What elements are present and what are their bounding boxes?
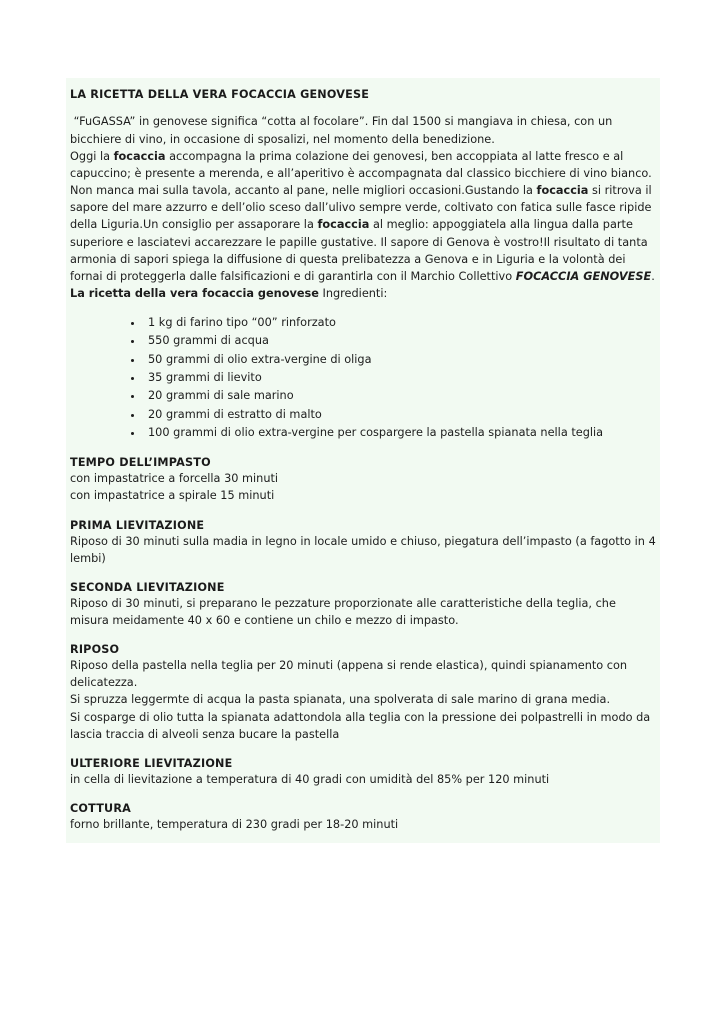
- section-line: in cella di lievitazione a temperatura di 40 gradi con umidità del 85% per 120 minuti: [70, 772, 550, 786]
- section-content: [70, 533, 656, 567]
- marchio-collettivo-label: FOCACCIA GENOVESE: [515, 269, 652, 283]
- focaccia-bold-1: focaccia: [113, 149, 166, 163]
- section-line: Riposo di 30 minuti sulla madia in legno in locale umido e chiuso, piegatura dell’impasto (a fagotto in 4 lembi): [70, 534, 656, 565]
- section-line: Riposo della pastella nella teglia per 20 minuti (appena si rende elastica), quindi spianamento con delicatezza.: [70, 659, 628, 690]
- section-content: [70, 816, 656, 833]
- main-paragraph: [70, 148, 656, 285]
- recipe-lead-rest: Ingredienti:: [318, 287, 388, 300]
- section-content: [70, 470, 656, 504]
- section-heading: RIPOSO: [70, 643, 120, 657]
- paragraph-part-2: accompagna la prima colazione dei genovesi, ben accoppiata al latte fresco e al capuccino; è presente a merenda, e all’aperitivo è accompagnata dal classico bicchiere di vino bianco. Non manca mai sulla tavola, accanto al pane, nelle migliori occasioni.Gustando la: [70, 149, 652, 198]
- section-line: Riposo di 30 minuti, si preparano le pezzature proporzionate alle caratteristiche della teglia, che misura meidamente 40 x 60 e contiene un chilo e mezzo di impasto.: [70, 596, 616, 628]
- focaccia-bold-3: focaccia: [317, 218, 370, 232]
- list-item: • 50 grammi di olio extra-vergine di oliga: [144, 351, 656, 369]
- section-prima-lievitazione: [70, 519, 656, 567]
- section-heading: PRIMA LIEVITAZIONE: [70, 518, 205, 532]
- section-heading: ULTERIORE LIEVITAZIONE: [70, 756, 233, 770]
- section-content: [70, 771, 656, 788]
- document-title: LA RICETTA DELLA VERA FOCACCIA GENOVESE: [70, 88, 370, 101]
- section-riposo: [70, 643, 656, 743]
- list-item: • 550 grammi di acqua: [144, 332, 656, 350]
- section-line: con impastatrice a spirale 15 minuti: [70, 489, 275, 503]
- list-item: • 100 grammi di olio extra-vergine per cospargere la pastella spianata nella teglia: [144, 424, 656, 442]
- section-content: [70, 595, 656, 629]
- section-heading: SECONDA LIEVITAZIONE: [70, 580, 225, 594]
- list-item: • 20 grammi di estratto di malto: [144, 406, 656, 424]
- list-item: • 1 kg di farino tipo “00” rinforzato: [144, 314, 656, 332]
- section-line: Si spruzza leggermte di acqua la pasta spianata, una spolverata di sale marino di grana media.: [70, 693, 611, 707]
- section-line: forno brillante, temperatura di 230 gradi per 18-20 minuti: [70, 818, 399, 832]
- intro-paragraph: [70, 113, 656, 147]
- paragraph-part-3: si ritrova il sapore del mare azzurro e dell’olio sceso dall’ulivo sempre verde, coltivato con fatica sulle fasce ripide della Liguria.Un consiglio per assaporare la: [70, 184, 652, 232]
- ingredients-list: [70, 314, 656, 442]
- list-item: • 35 grammi di lievito: [144, 369, 656, 387]
- section-ulteriore-lievitazione: [70, 757, 656, 788]
- section-line: con impastatrice a forcella 30 minuti: [70, 472, 279, 486]
- section-cottura: [70, 802, 656, 833]
- focaccia-bold-2: focaccia: [536, 184, 589, 198]
- document-body: [66, 78, 660, 843]
- recipe-lead-line: [70, 285, 656, 302]
- recipe-lead-bold: La ricetta della vera focaccia genovese: [70, 287, 319, 300]
- list-item: • 20 grammi di sale marino: [144, 387, 656, 405]
- intro-text: “FuGASSA” in genovese significa “cotta al focolare”. Fin dal 1500 si mangiava in chiesa, con un bicchiere di vino, in occasione di sposalizi, nel momento della benedizione.: [70, 115, 613, 146]
- section-tempo-impasto: [70, 456, 656, 504]
- paragraph-part-5: .: [651, 269, 655, 283]
- paragraph-part-4: al meglio: appoggiatela alla lingua dalla parte superiore e lasciatevi accarezzare le papille gustative. Il sapore di Genova è vostro!Il risultato di tanta armonia di sapori spiega la diffusione di questa prelibatezza a Genova e in Liguria e la volontà dei fornai di proteggerla dalle falsificazioni e di garantirla con il Marchio Collettivo: [70, 218, 648, 283]
- section-line: Si cosparge di olio tutta la spianata adattondola alla teglia con la pressione dei polpastrelli in modo da lascia traccia di alveoli senza bucare la pastella: [70, 710, 651, 741]
- section-heading: COTTURA: [70, 802, 131, 816]
- paragraph-part-1: Oggi la: [70, 149, 114, 163]
- section-content: [70, 657, 656, 743]
- section-seconda-lievitazione: [70, 581, 656, 629]
- section-heading: TEMPO DELL’IMPASTO: [70, 456, 211, 470]
